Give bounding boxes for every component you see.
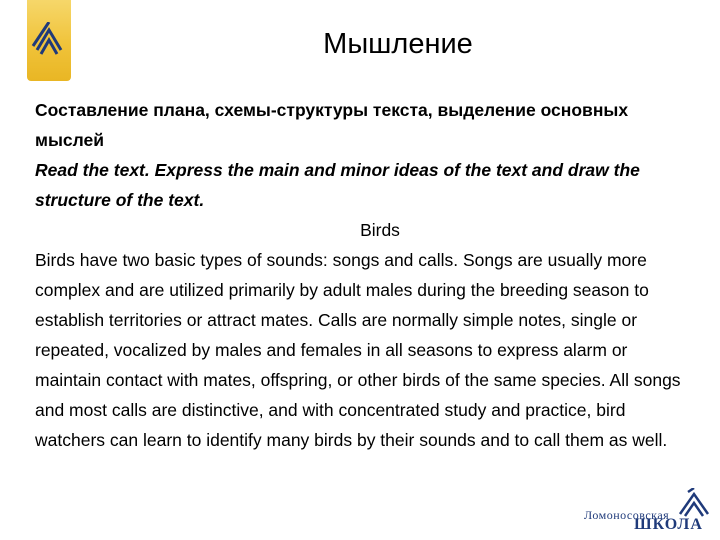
- school-logo-mark-icon: [676, 488, 712, 518]
- task-english: Read the text. Express the main and minor ideas of the text and draw the structure of the text.: [35, 160, 640, 210]
- school-logo-footer: [584, 488, 714, 532]
- slide-title: Мышление: [323, 28, 473, 60]
- slide-content: [35, 95, 695, 455]
- logo-line1: Ломоносовская: [584, 508, 670, 522]
- logo-line2: ШКОЛА: [634, 516, 703, 533]
- text-body: Birds have two basic types of sounds: songs and calls. Songs are usually more complex and are utilized primarily by adult males during the breeding season to establish territories or attract mates. Calls are normally simple notes, single or repeated, vocalized by males and females in all seasons to express alarm or maintain contact with mates, offspring, or other birds of the same species. All songs and most calls are distinctive, and with concentrated study and practice, bird watchers can learn to identify many birds by their sounds and to call them as well.: [35, 250, 681, 450]
- task-russian: Составление плана, схемы-структуры текста, выделение основных мыслей: [35, 100, 629, 150]
- text-title: Birds: [360, 220, 400, 240]
